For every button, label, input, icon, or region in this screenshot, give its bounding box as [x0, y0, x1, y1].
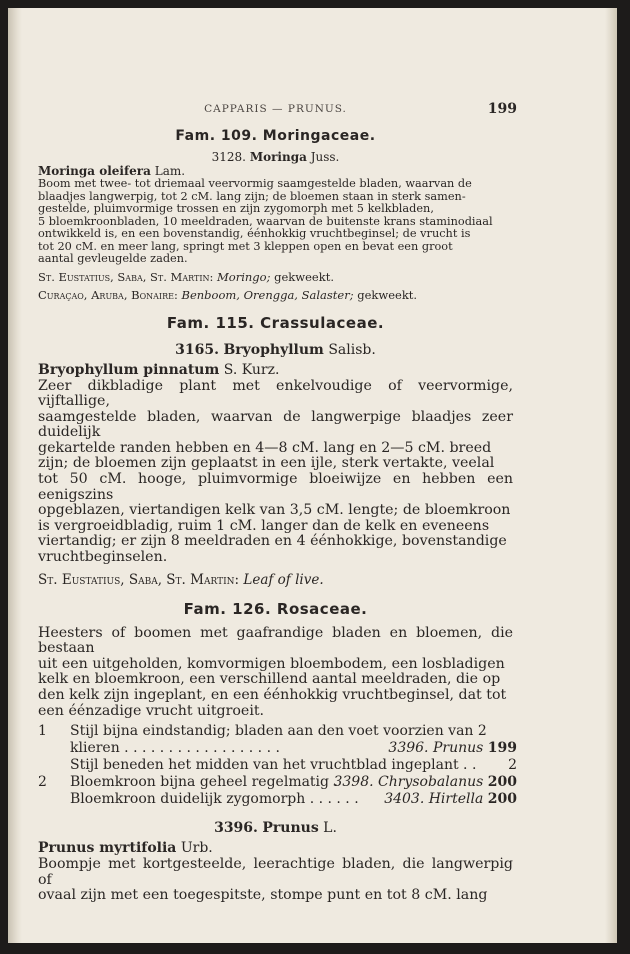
description-rosaceae: Heesters of boomen met gaafrandige bladen en bloemen, die bestaan uit een uitgeholden, komvormigen bloembodem, een losbladigen kelk en bloemkroon, een verschillend aantal meeldraden, die op den kelk zijn ingeplant, en een éénhokkig vruchtbeginsel, dat tot een éénzadige vrucht uitgroeit. — [38, 624, 513, 719]
description-moringa: Boom met twee- tot driemaal veervormig saamgestelde bladen, waarvan de blaadjes langwerpig, tot 2 cM. lang zijn; de bloemen staan in sterk samen- gestelde, pluimvormige trossen en zijn zygomorph met 5 kelkbladen, 5 bloemkroonbladen, 10 meeldraden, waarvan de buitenste krans staminodiaal ontwikkeld is, en een bovenstandig, éénhokkig vruchtbeginsel; de vrucht is tot 20 cM. en meer lang, springt met 3 kleppen open en bevat een groot aantal gevleugelde zaden. — [38, 177, 493, 265]
description-bryophyllum: Zeer dikbladige plant met enkelvoudige of veervormige, vijftallige, saamgestelde bladen, waarvan de langwerpige blaadjes zeer duidelijk gekartelde randen hebben en 4—8 cM. lang en 2—5 cM. breed zijn; de bloemen zijn geplaatst in een ijle, sterk vertakte, veelal tot 50 cM. hooge, pluimvormige bloeiwijze en hebben een eenigszins opgeblazen, viertandigen kelk van 3,5 cM. lengte; de bloemkroon is vergroeidbladig, ruim 1 cM. langer dan de kelk en eveneens viertandig; er zijn 8 meeldraden en 4 éénhokkige, bovenstandige vruchtbeginselen. — [38, 377, 513, 566]
species-bryophyllum-pinnatum: Bryophyllum pinnatum S. Kurz. — [38, 361, 280, 378]
genus-heading-bryophyllum: 3165. Bryophyllum Salisb. — [175, 341, 376, 358]
species-prunus-myrtifolia: Prunus myrtifolia Urb. — [38, 840, 213, 857]
genus-heading-moringa: 3128. Moringa Juss. — [211, 150, 340, 164]
key-row: 2 Bloemkroon bijna geheel regelmatig . 3398. Chrysobalanus 200 — [38, 774, 517, 791]
identification-key — [38, 723, 517, 808]
family-heading-rosaceae: Fam. 126. Rosaceae. — [183, 599, 368, 618]
page-edge — [605, 8, 617, 943]
distribution-bryophyllum: St. Eustatius, Saba, St. Martin: Leaf of live. — [38, 571, 324, 588]
running-title: CAPPARIS — PRUNUS. — [204, 103, 347, 115]
family-heading-crassulaceae: Fam. 115. Crassulaceae. — [166, 313, 385, 332]
running-head — [38, 98, 517, 120]
distribution-moringa-1: St. Eustatius, Saba, St. Martin: Moringo; gekweekt. — [38, 269, 334, 284]
distribution-moringa-2: Curaçao, Aruba, Bonaire: Benboom, Orengga, Salaster; gekweekt. — [38, 287, 418, 302]
family-heading-moringaceae: Fam. 109. Moringaceae. — [175, 128, 376, 144]
page-binding-shadow — [8, 8, 22, 943]
key-row: Stijl beneden het midden van het vruchtblad ingeplant . . 2 — [70, 757, 517, 774]
page-number: 199 — [487, 101, 517, 117]
key-row: klieren . . . . . . . . . . . . . . . . . . 3396. Prunus 199 — [70, 740, 517, 757]
key-row: 1 Stijl bijna eindstandig; bladen aan den voet voorzien van 2 — [38, 723, 487, 740]
page-content — [38, 98, 517, 904]
species-moringa-oleifera: Moringa oleifera Lam. — [38, 164, 186, 178]
description-prunus-myrtifolia: Boompje met kortgesteelde, leerachtige bladen, die langwerpig of ovaal zijn met een toegespitste, stompe punt en tot 8 cM. lang — [38, 856, 513, 904]
book-page — [8, 8, 617, 943]
genus-heading-prunus: 3396. Prunus L. — [214, 820, 337, 837]
key-row: Bloemkroon duidelijk zygomorph . . . . . . 3403. Hirtella 200 — [70, 791, 517, 808]
